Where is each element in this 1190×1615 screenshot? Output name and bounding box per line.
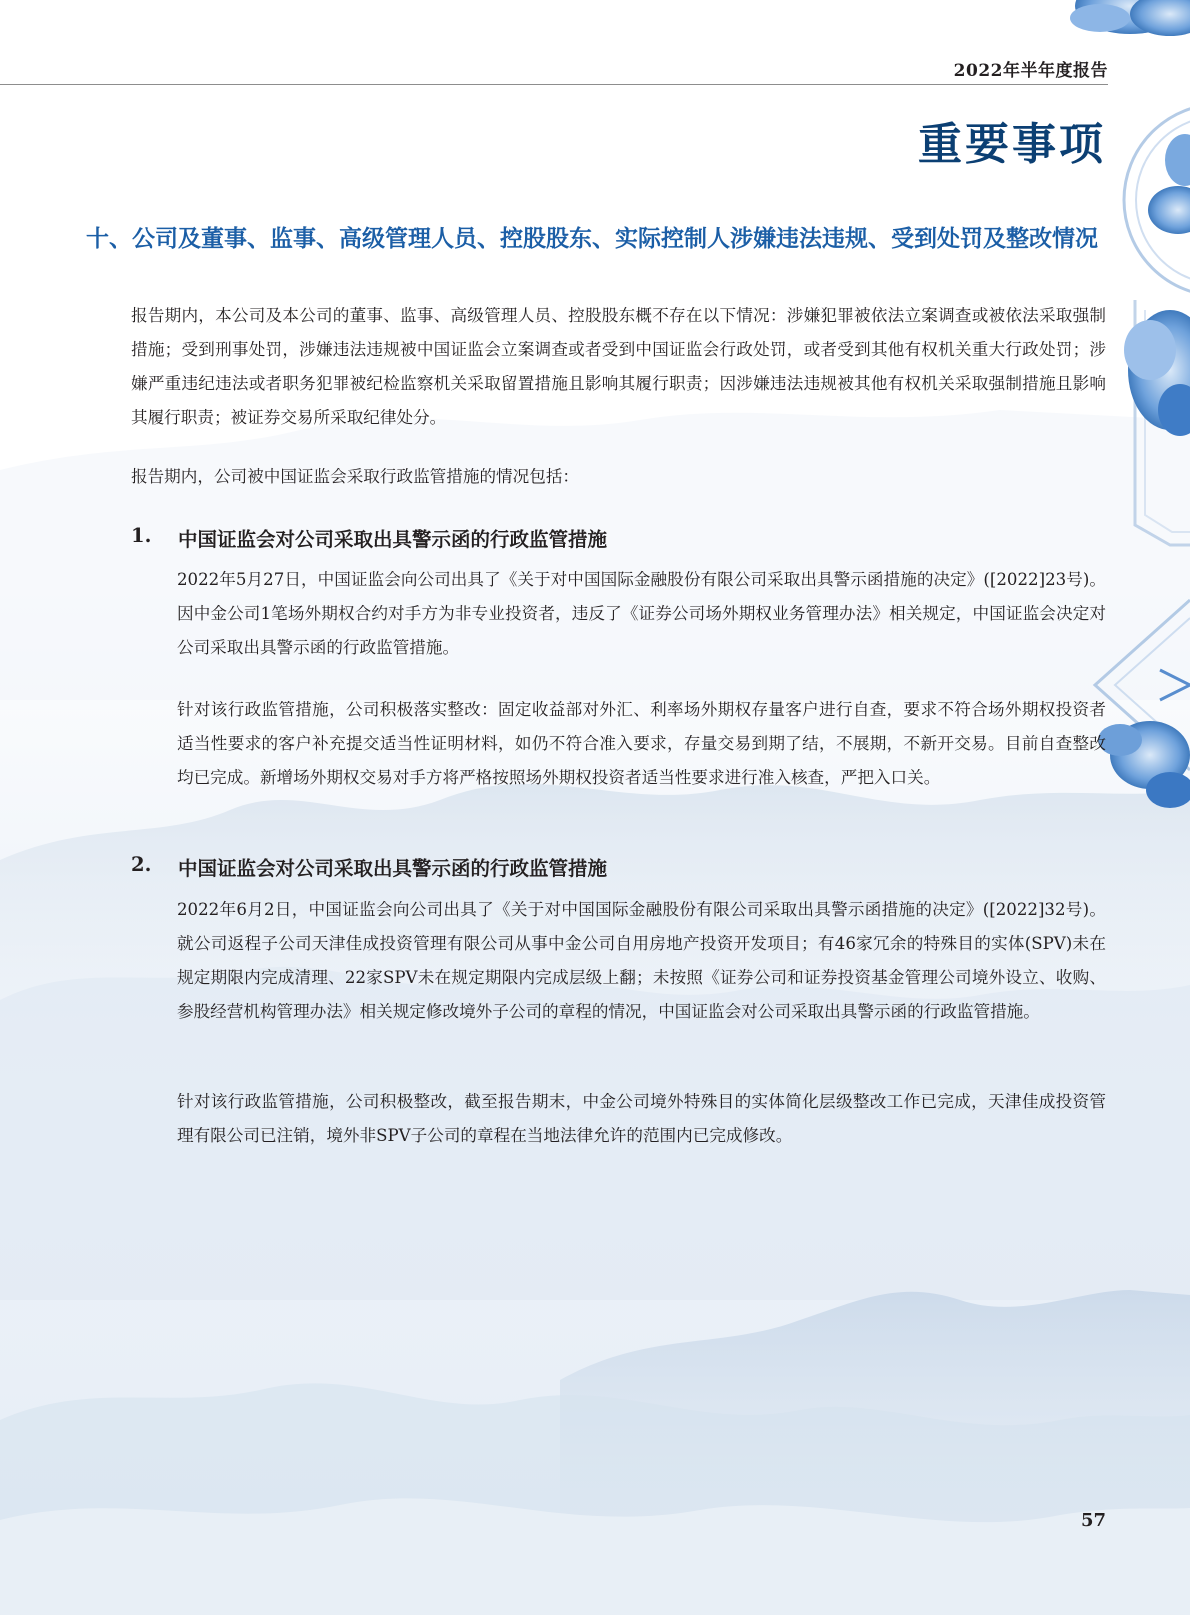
section-number: 十、 <box>86 225 132 252</box>
item-heading <box>131 524 1106 552</box>
page-number: 57 <box>1080 1510 1106 1531</box>
item-paragraph: 2022年6月2日，中国证监会向公司出具了《关于对中国国际金融股份有限公司采取出具警示函措施的决定》([2022]32号)。就公司返程子公司天津佳成投资管理有限公司从事中金公司自用房地产投资开发项目；有46家冗余的特殊目的实体(SPV)未在规定期限内完成清理、22家SPV未在规定期限内完成层级上翻；未按照《证券公司和证券投资基金管理公司境外设立、收购、参股经营机构管理办法》相关规定修改境外子公司的章程的情况，中国证监会对公司采取出具警示函的行政监管措施。 <box>177 900 1106 1021</box>
section-heading <box>86 223 1106 255</box>
item-heading <box>131 853 1106 881</box>
item-paragraph: 针对该行政监管措施，公司积极落实整改：固定收益部对外汇、利率场外期权存量客户进行自查，要求不符合场外期权投资者适当性要求的客户补充提交适当性证明材料，如仍不符合准入要求，存量交易到期了结，不展期，不新开交易。目前自查整改均已完成。新增场外期权交易对手方将严格按照场外期权投资者适当性要求进行准入核查，严把入口关。 <box>177 700 1106 787</box>
item-number: 1. <box>131 524 152 547</box>
report-title: 2022年半年度报告 <box>953 61 1108 81</box>
section-heading-text: 公司及董事、监事、高级管理人员、控股股东、实际控制人涉嫌违法违规、受到处罚及整改情况 <box>132 225 1098 252</box>
item-heading-text: 中国证监会对公司采取出具警示函的行政监管措施 <box>178 528 608 551</box>
page-title: 重要事项 <box>918 119 1106 170</box>
header-divider <box>0 84 1108 85</box>
item-heading-text: 中国证监会对公司采取出具警示函的行政监管措施 <box>178 857 608 880</box>
item-paragraph: 针对该行政监管措施，公司积极整改，截至报告期末，中金公司境外特殊目的实体简化层级整改工作已完成，天津佳成投资管理有限公司已注销，境外非SPV子公司的章程在当地法律允许的范围内已完成修改。 <box>177 1092 1106 1145</box>
section-intro-paragraph: 报告期内，公司被中国证监会采取行政监管措施的情况包括： <box>131 467 580 486</box>
item-paragraph: 2022年5月27日，中国证监会向公司出具了《关于对中国国际金融股份有限公司采取出具警示函措施的决定》([2022]23号)。因中金公司1笔场外期权合约对手方为非专业投资者，违反了《证券公司场外期权业务管理办法》相关规定，中国证监会决定对公司采取出具警示函的行政监管措施。 <box>177 570 1106 657</box>
section-paragraph: 报告期内，本公司及本公司的董事、监事、高级管理人员、控股股东概不存在以下情况：涉嫌犯罪被依法立案调查或被依法采取强制措施；受到刑事处罚，涉嫌违法违规被中国证监会立案调查或者受到中国证监会行政处罚，或者受到其他有权机关重大行政处罚；涉嫌严重违纪违法或者职务犯罪被纪检监察机关采取留置措施且影响其履行职责；因涉嫌违法违规被其他有权机关采取强制措施且影响其履行职责；被证券交易所采取纪律处分。 <box>131 306 1106 427</box>
item-number: 2. <box>131 853 152 876</box>
